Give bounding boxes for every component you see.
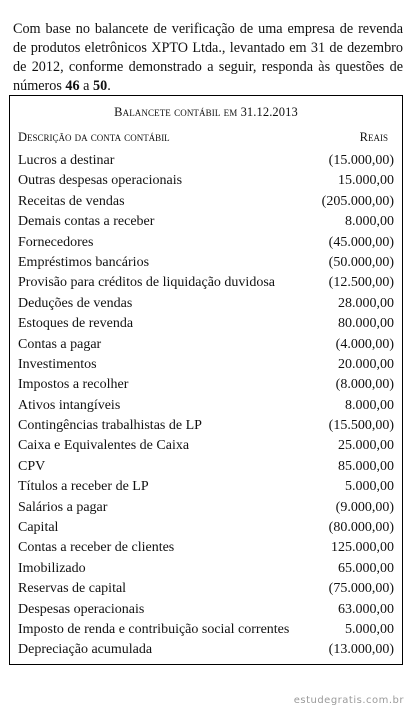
account-description: Provisão para créditos de liquidação duvidosa	[18, 275, 275, 291]
account-value: 8.000,00	[345, 214, 394, 230]
table-row	[10, 640, 402, 660]
account-value: (75.000,00)	[328, 581, 394, 597]
account-value: 8.000,00	[345, 397, 394, 413]
table-row	[10, 151, 402, 171]
account-description: Demais contas a receber	[18, 214, 155, 230]
intro-paragraph	[13, 20, 403, 96]
account-description: Ativos intangíveis	[18, 397, 121, 413]
account-description: Receitas de vendas	[18, 193, 125, 209]
table-row	[10, 457, 402, 477]
table-row	[10, 233, 402, 253]
question-end-number: 50	[93, 78, 108, 95]
table-row	[10, 212, 402, 232]
account-description: Contas a pagar	[18, 336, 102, 352]
question-start-number: 46	[65, 78, 80, 95]
account-value: (80.000,00)	[328, 520, 394, 536]
account-value: (205.000,00)	[321, 193, 394, 209]
account-value: 15.000,00	[338, 173, 394, 189]
table-row	[10, 477, 402, 497]
table-row	[10, 538, 402, 558]
account-description: Capital	[18, 520, 59, 536]
account-description: Salários a pagar	[18, 499, 108, 515]
account-description: Contas a receber de clientes	[18, 540, 175, 556]
account-value: (50.000,00)	[328, 254, 394, 270]
intro-text: Com base no balancete de verificação de uma empresa de revenda de produtos eletrônicos XPTO Ltda., levantado em 31 de dezembro de 2012, conforme demonstrado a seguir, responda às questões de números	[13, 21, 403, 95]
account-description: Reservas de capital	[18, 581, 127, 597]
account-value: 5.000,00	[345, 621, 394, 637]
account-value: 65.000,00	[338, 560, 394, 576]
account-value: 80.000,00	[338, 316, 394, 332]
table-row	[10, 294, 402, 314]
account-value: 20.000,00	[338, 356, 394, 372]
account-value: (4.000,00)	[335, 336, 394, 352]
account-value: (13.000,00)	[328, 642, 394, 658]
trial-balance-table	[9, 95, 403, 665]
table-row	[10, 192, 402, 212]
account-description: Fornecedores	[18, 234, 94, 250]
table-row	[10, 600, 402, 620]
table-row	[10, 436, 402, 456]
table-row	[10, 559, 402, 579]
watermark: estudegratis.com.br	[293, 695, 404, 706]
account-value: 25.000,00	[338, 438, 394, 454]
column-header-value: Reais	[359, 130, 388, 144]
account-value: (12.500,00)	[328, 275, 394, 291]
account-description: Empréstimos bancários	[18, 254, 150, 270]
intro-text-middle: a	[79, 78, 94, 95]
table-row	[10, 518, 402, 538]
account-description: Imobilizado	[18, 560, 86, 576]
account-value: 125.000,00	[331, 540, 394, 556]
table-row	[10, 620, 402, 640]
table-row	[10, 171, 402, 191]
account-value: 85.000,00	[338, 458, 394, 474]
account-description: Estoques de revenda	[18, 316, 134, 332]
account-description: Imposto de renda e contribuição social correntes	[18, 621, 290, 637]
table-row	[10, 253, 402, 273]
account-value: 28.000,00	[338, 295, 394, 311]
table-row	[10, 416, 402, 436]
account-value: (9.000,00)	[335, 499, 394, 515]
table-row	[10, 355, 402, 375]
account-description: Investimentos	[18, 356, 97, 372]
account-description: CPV	[18, 458, 46, 474]
table-title: Balancete contábil em 31.12.2013	[114, 105, 298, 119]
account-description: Lucros a destinar	[18, 153, 115, 168]
account-description: Contingências trabalhistas de LP	[18, 418, 202, 434]
account-description: Depreciação acumulada	[18, 642, 153, 658]
account-value: 5.000,00	[345, 479, 394, 495]
table-row	[10, 396, 402, 416]
table-row	[10, 335, 402, 355]
account-value: 63.000,00	[338, 601, 394, 617]
account-description: Despesas operacionais	[18, 601, 145, 617]
account-value: (45.000,00)	[328, 234, 394, 250]
account-description: Deduções de vendas	[18, 295, 133, 311]
table-row	[10, 498, 402, 518]
account-value: (15.500,00)	[328, 418, 394, 434]
column-header-description: Descrição da conta contábil	[18, 130, 170, 144]
account-description: Outras despesas operacionais	[18, 173, 183, 189]
intro-text-end: .	[107, 78, 111, 95]
table-body	[10, 151, 402, 661]
table-row	[10, 375, 402, 395]
account-description: Caixa e Equivalentes de Caixa	[18, 438, 190, 454]
account-value: (8.000,00)	[335, 377, 394, 393]
account-description: Títulos a receber de LP	[18, 479, 149, 495]
table-row	[10, 579, 402, 599]
account-value: (15.000,00)	[328, 153, 394, 168]
table-row	[10, 314, 402, 334]
table-row	[10, 273, 402, 293]
account-description: Impostos a recolher	[18, 377, 129, 393]
